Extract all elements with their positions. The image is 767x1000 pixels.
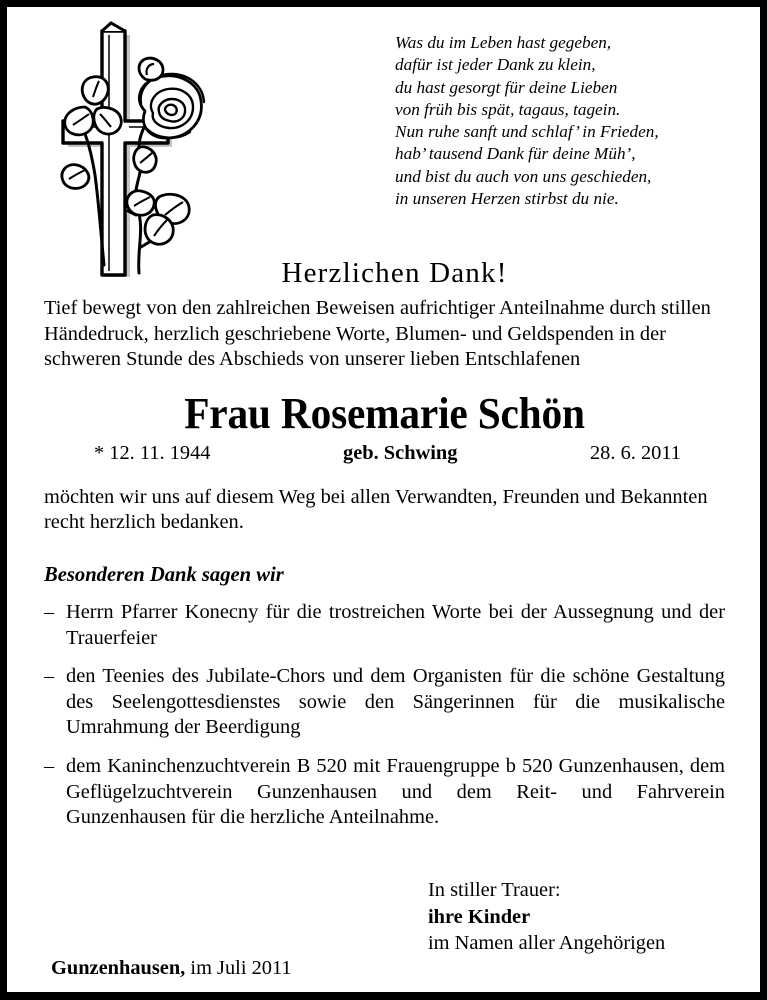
notice-sheet: [7, 7, 760, 992]
poem-line: und bist du auch von uns geschieden,: [395, 166, 652, 186]
list-item: [44, 664, 725, 741]
signature-place-date: [51, 955, 292, 981]
poem-line: in unseren Herzen stirbst du nie.: [395, 189, 619, 209]
list-item-text: den Teenies des Jubilate-Chors und dem Organisten für die schöne Gestaltung des Seelengottesdienstes sowie den Sängerinnen für die musikalische Umrahmung der Beerdigung: [66, 665, 725, 739]
cross-with-rose-icon: [41, 15, 216, 277]
mourners-block: [428, 877, 665, 957]
special-thanks-heading: Besonderen Dank sagen wir: [44, 563, 284, 586]
page-title: Herzlichen Dank!: [281, 257, 508, 289]
deceased-name: Frau Rosemarie Schön: [184, 388, 585, 438]
poem-line: Nun ruhe sanft und schlaf’ in Frieden,: [395, 122, 659, 142]
list-item: [44, 754, 725, 831]
header-block: [7, 7, 760, 245]
signature-date: im Juli 2011: [190, 957, 292, 979]
list-item-text: Herrn Pfarrer Konecny für die trostreichen Worte bei der Aussegnung und der Trauerfeier: [66, 600, 725, 649]
intro-paragraph: Tief bewegt von den zahlreichen Beweisen aufrichtiger Anteilnahme durch stillen Händedruck, herzlich geschriebene Worte, Blumen- und Geldspenden in der schweren Stunde des Abschieds von unserer lieben Entschlafenen: [44, 297, 711, 371]
maiden-name: geb. Schwing: [343, 441, 458, 464]
poem-line: von früh bis spät, tagaus, tagein.: [395, 99, 621, 119]
poem-line: Was du im Leben hast gegeben,: [395, 33, 612, 52]
birth-date: * 12. 11. 1944: [94, 441, 211, 464]
mourners-on-behalf: im Namen aller Angehörigen: [428, 932, 666, 954]
memorial-poem: [395, 32, 725, 210]
life-dates-row: [44, 440, 725, 466]
notice-body: [44, 296, 725, 831]
dash-bullet: –: [44, 665, 55, 688]
thanks-list: [44, 600, 725, 831]
dash-bullet: –: [44, 754, 55, 777]
after-name-paragraph: möchten wir uns auf diesem Weg bei allen Verwandten, Freunden und Bekannten recht herzlich bedanken.: [44, 485, 708, 534]
list-item-text: dem Kaninchenzuchtverein B 520 mit Frauengruppe b 520 Gunzenhausen, dem Geflügelzuchtverein Gunzenhausen und dem Reit- und Fahrverein Gunzenhausen für die herzliche Anteilnahme.: [66, 754, 725, 829]
poem-line: hab’ tausend Dank für deine Müh’,: [395, 144, 636, 164]
death-date: 28. 6. 2011: [589, 441, 681, 464]
mourners-intro: In stiller Trauer:: [428, 879, 561, 901]
deceased-name-block: [44, 389, 725, 466]
poem-line: dafür ist jeder Dank zu klein,: [395, 55, 596, 75]
mourners-family: ihre Kinder: [428, 905, 531, 928]
list-item: [44, 600, 725, 651]
signature-place: Gunzenhausen,: [51, 957, 186, 979]
poem-line: du hast gesorgt für deine Lieben: [395, 77, 618, 97]
dash-bullet: –: [44, 600, 55, 623]
